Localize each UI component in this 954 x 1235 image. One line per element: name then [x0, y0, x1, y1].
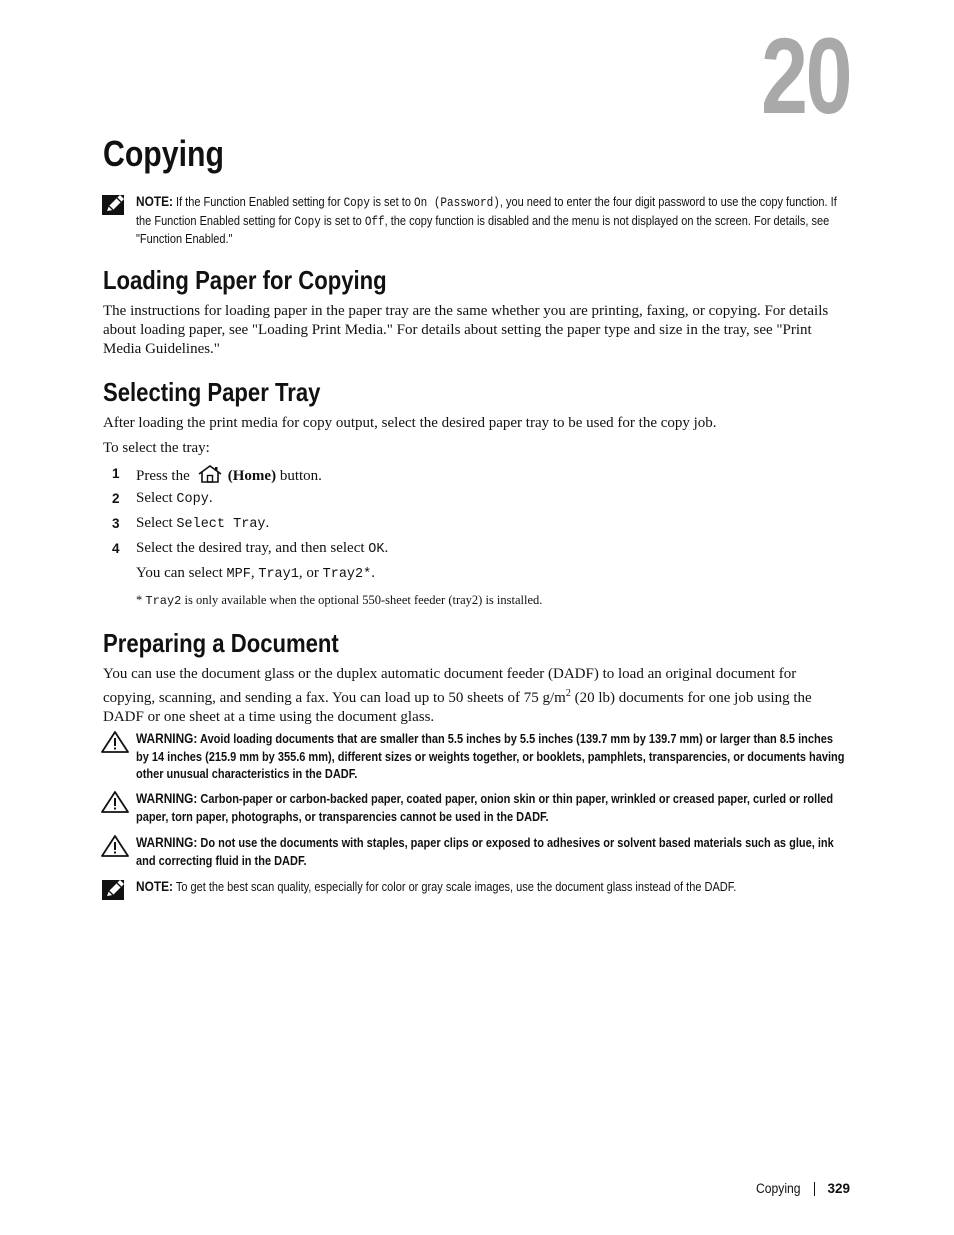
- warning-staples: WARNING: Do not use the documents with staples, paper clips or exposed to adhesives or solvent based materials such as glue, ink and correcting fluid in the DADF.: [100, 834, 850, 870]
- code-tray1: Tray1: [258, 567, 299, 582]
- note-label: NOTE:: [136, 194, 173, 209]
- code-tray2: Tray2: [145, 594, 182, 608]
- note-function-enabled: NOTE: If the Function Enabled setting for Copy is set to On (Password), you need to enter the four digit password to use the copy function. If the Function Enabled setting for Copy is set to Off, the copy function is disabled and the menu is not displayed on the screen. For details, see "Function Enabled.": [100, 193, 850, 249]
- code-off: Off: [364, 214, 385, 229]
- code-copy: Copy: [343, 196, 370, 210]
- warning-paper-types: WARNING: Carbon-paper or carbon-backed paper, coated paper, onion skin or thin paper, wrinkled or creased paper, curled or rolled paper, torn paper, photographs, or transparencies cannot be used in the DADF.: [100, 790, 850, 826]
- step-2: 2 Select Copy.: [112, 490, 213, 507]
- code-copy: Copy: [176, 492, 209, 507]
- heading-loading-paper: Loading Paper for Copying: [103, 265, 387, 295]
- note-label: NOTE:: [136, 879, 173, 894]
- step-4: 4 Select the desired tray, and then select OK.: [112, 540, 389, 557]
- page-footer: [751, 1181, 850, 1196]
- chapter-title: Copying: [103, 133, 224, 174]
- heading-preparing-document: Preparing a Document: [103, 628, 339, 658]
- code-copy: Copy: [294, 214, 321, 229]
- warning-triangle-icon: [100, 730, 130, 754]
- code-ok: OK: [368, 542, 385, 557]
- preparing-body: You can use the document glass or the duplex automatic document feeder (DADF) to load an original document for copying, scanning, and sending a fax. You can load up to 50 sheets of 75 $g/m^2$ (20 lb) documents for one job using the DADF or one sheet at a time using the document glass.: [103, 666, 812, 725]
- heading-selecting-tray: Selecting Paper Tray: [103, 377, 321, 407]
- tray2-footnote: * Tray2 is only available when the optional 550-sheet feeder (tray2) is installed.: [136, 593, 543, 608]
- page-number: 329: [827, 1181, 850, 1196]
- footer-section: Copying: [755, 1181, 801, 1196]
- note-scan-quality: NOTE: To get the best scan quality, especially for color or gray scale images, use the document glass instead of the DADF.: [100, 878, 850, 897]
- step-1: 1 Press the (Home) button.: [112, 466, 322, 484]
- code-mpf: MPF: [226, 567, 251, 582]
- note-pencil-icon: [100, 878, 130, 902]
- code-tray2: Tray2*: [322, 567, 372, 582]
- chapter-number: 20: [760, 15, 850, 136]
- warning-triangle-icon: [100, 790, 130, 814]
- warning-document-size: WARNING: Avoid loading documents that are smaller than 5.5 inches by 5.5 inches (139.7 mm by 139.7 mm) or larger than 8.5 inches by 14 inches (215.9 mm by 355.6 mm), different sizes or weights together, or booklets, pamphlets, transparencies, or documents having other unusual characteristics in the DADF.: [100, 730, 850, 784]
- warning-label: WARNING:: [136, 835, 198, 850]
- selecting-lead: To select the tray:: [103, 440, 210, 456]
- home-icon: [196, 464, 224, 484]
- tray-options: You can select MPF, Tray1, or Tray2*.: [136, 565, 375, 582]
- note-pencil-icon: [100, 193, 130, 217]
- loading-paper-body: The instructions for loading paper in the paper tray are the same whether you are printing, faxing, or copying. For details about loading paper, see "Loading Print Media." For details about setting the paper type and size in the tray, see "Print Media Guidelines.": [103, 303, 829, 357]
- selecting-intro: After loading the print media for copy output, select the desired paper tray to be used for the copy job.: [103, 415, 717, 431]
- warning-triangle-icon: [100, 834, 130, 858]
- warning-label: WARNING:: [136, 791, 198, 806]
- step-3: 3 Select Select Tray.: [112, 515, 270, 532]
- footer-divider: [814, 1182, 815, 1196]
- home-button-label: (Home): [227, 468, 277, 484]
- warning-label: WARNING:: [136, 731, 198, 746]
- code-select-tray: Select Tray: [176, 517, 266, 532]
- code-on-password: On (Password): [414, 196, 500, 210]
